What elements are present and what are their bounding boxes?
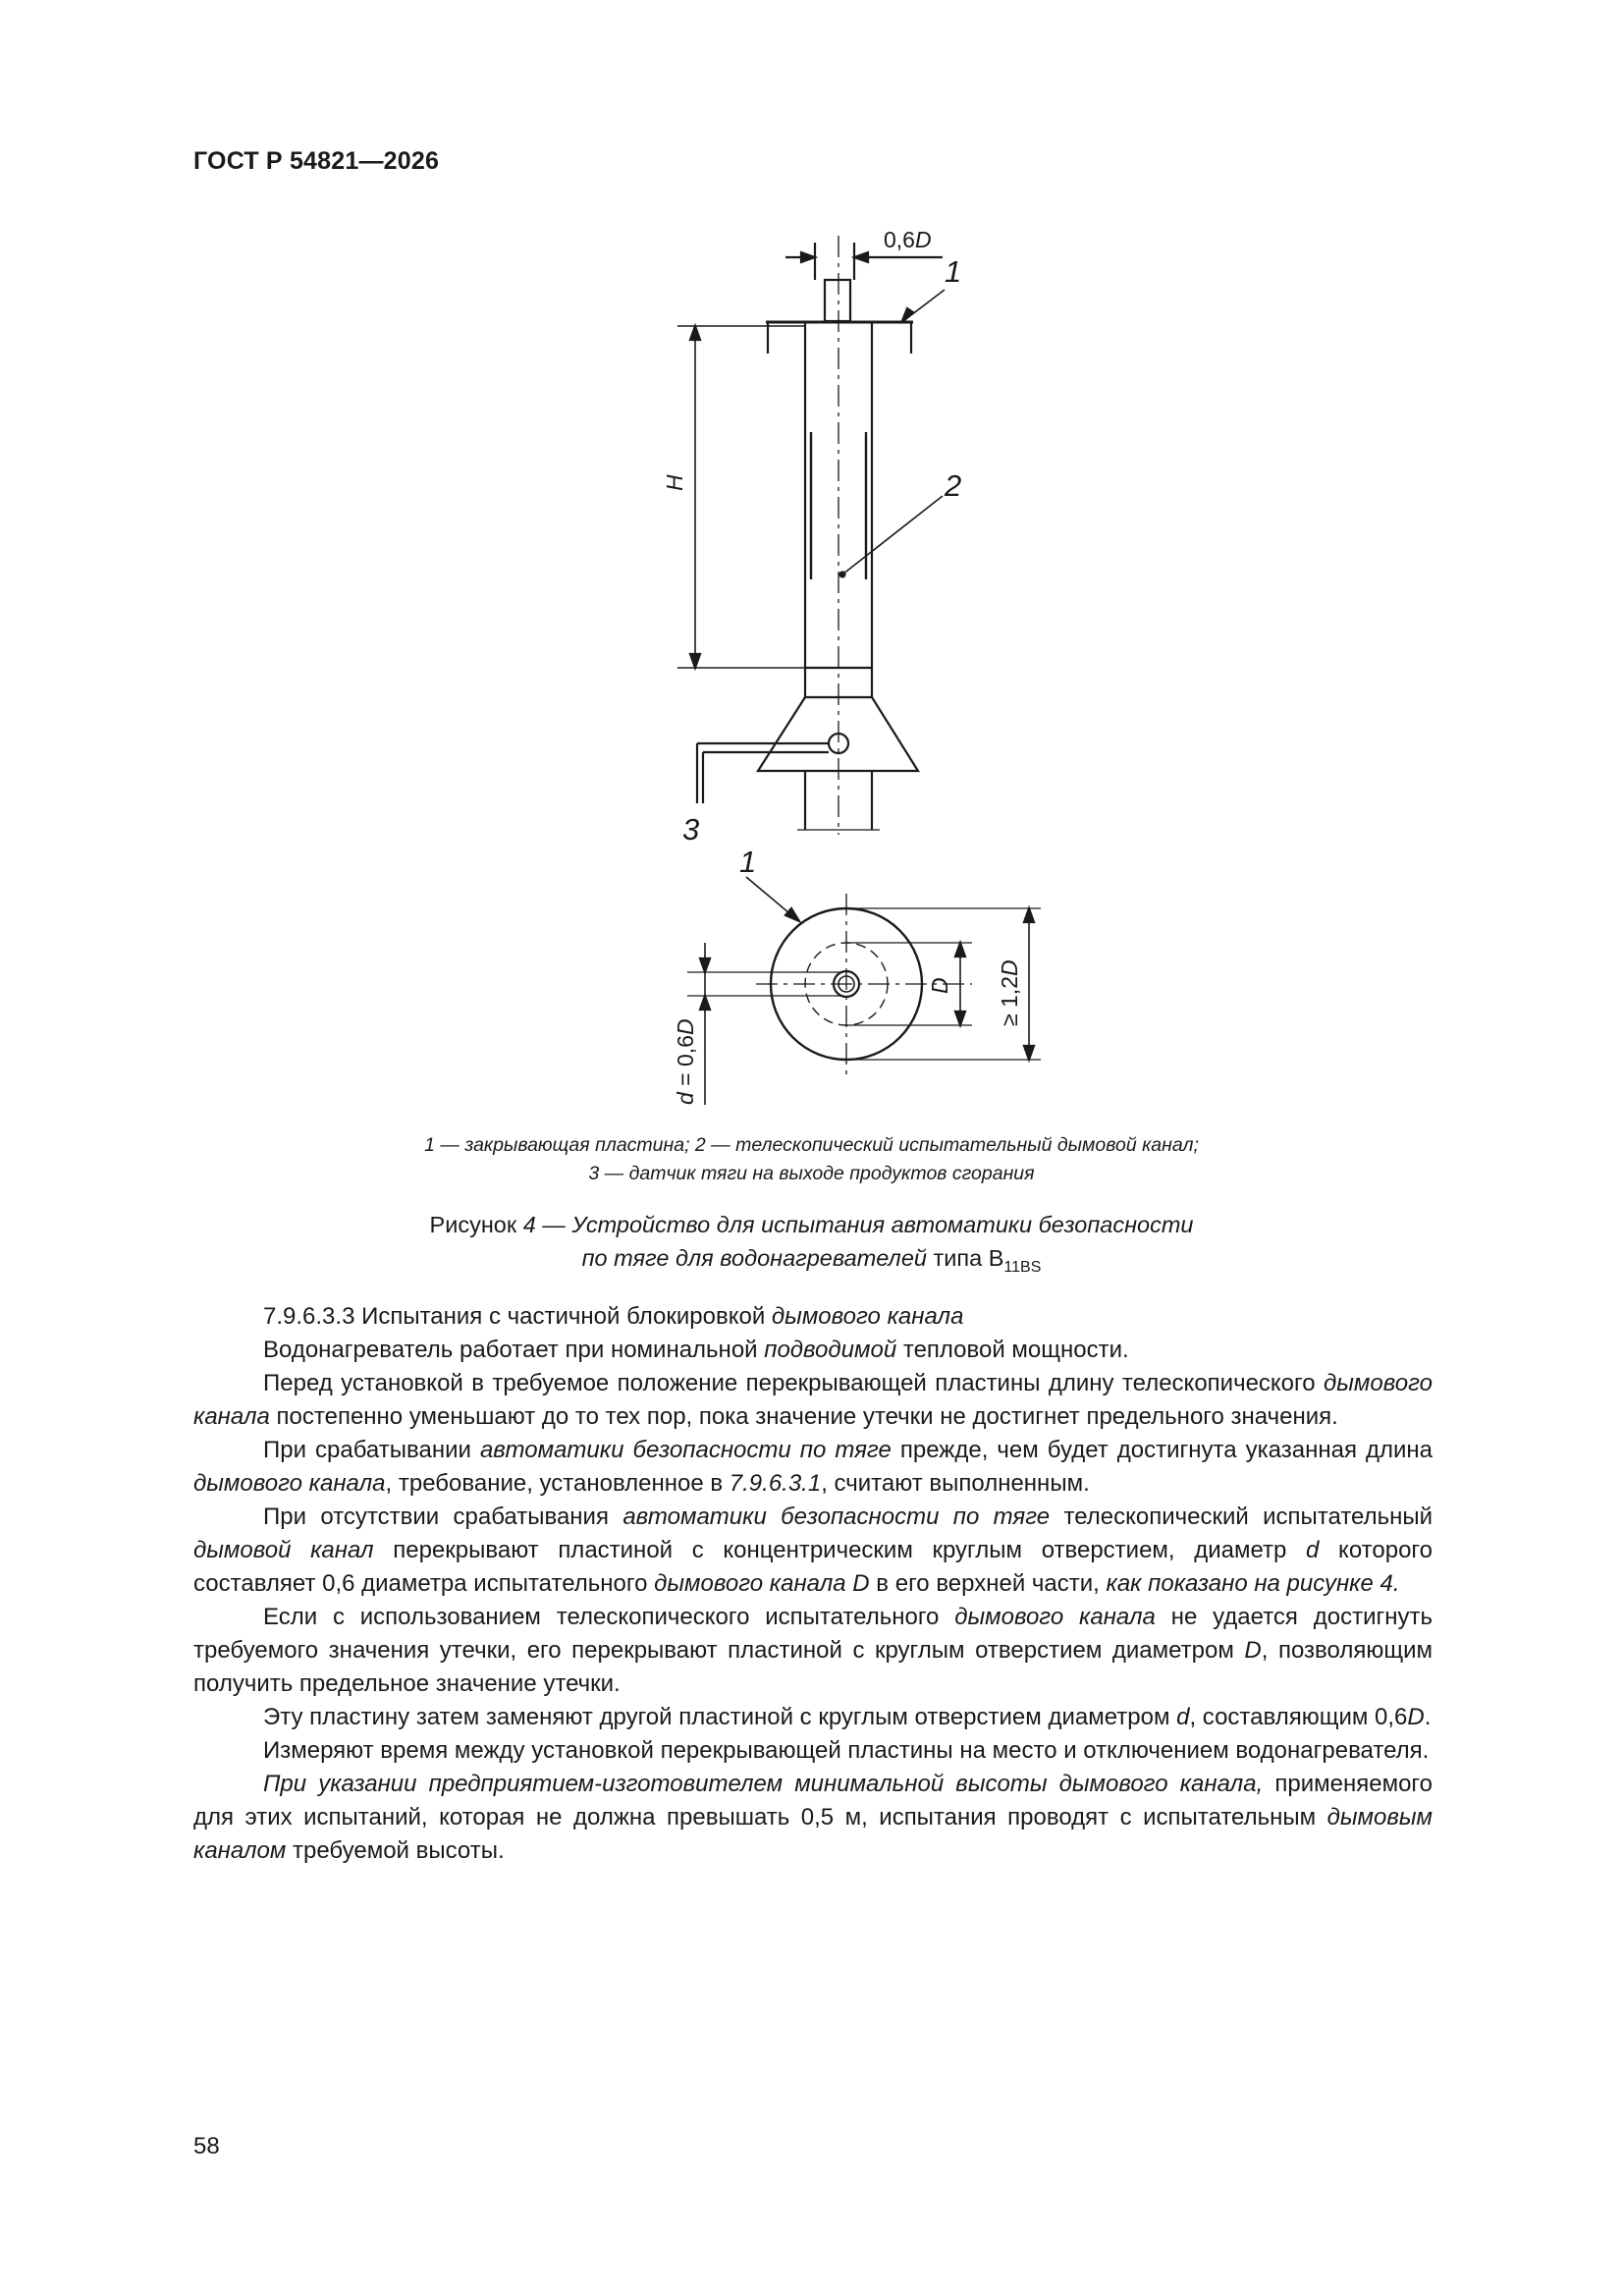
document-header: ГОСТ Р 54821—2026 — [193, 147, 440, 175]
figure-4-drawing — [0, 0, 1623, 1129]
paragraph: Эту пластину затем заменяют другой пластиной с круглым отверстием диаметром d, составляющим 0,6D. — [263, 1704, 1432, 1730]
paragraph: Если с использованием телескопического испытательного дымового канала не удается достигнуть требуемого значения утечки, его перекрывают пластиной с круглым отверстием диаметром D, позволяющим получить предельное значение утечки. — [193, 1604, 1433, 1697]
dim-D-label: D — [927, 977, 952, 994]
dim-d-label: d = 0,6D — [673, 1018, 698, 1105]
label-1-bottom: 1 — [739, 845, 757, 879]
label-3: 3 — [682, 812, 700, 847]
legend-line-2: 3 — датчик тяги на выходе продуктов сгорания — [588, 1163, 1035, 1184]
label-2: 2 — [945, 468, 962, 503]
paragraph: При указании предприятием-изготовителем минимальной высоты дымового канала, применяемого для этих испытаний, которая не должна превышать 0,5 м, испытания проводят с испытательным дымовым каналом требуемой высоты. — [193, 1771, 1433, 1864]
paragraph: Водонагреватель работает при номинальной подводимой тепловой мощности. — [263, 1337, 1129, 1363]
dim-H-label: H — [662, 474, 687, 491]
paragraph: Измеряют время между установкой перекрывающей пластины на место и отключением водонагревателя. — [263, 1737, 1430, 1764]
paragraph: При срабатывании автоматики безопасности по тяге прежде, чем будет достигнута указанная длина дымового канала, требование, установленное в 7.9.6.3.1, считают выполненным. — [193, 1437, 1434, 1497]
paragraph: При отсутствии срабатывания автоматики безопасности по тяге телескопический испытательный дымовой канал перекрывают пластиной с концентрическим круглым отверстием, диаметр d которого составляет 0,6 диаметра испытательного дымового канала D в его верхней части, как показано на рисунке 4. — [193, 1503, 1434, 1597]
dim-top-label: 0,6 — [884, 227, 915, 252]
paragraph: Перед установкой в требуемое положение перекрывающей пластины длину телескопического дымового канала постепенно уменьшают до то тех пор, пока значение утечки не достигнет предельного значения. — [193, 1370, 1433, 1430]
dim-12D-label: ≥ 1,2D — [997, 959, 1022, 1026]
figure-legend — [0, 1131, 1623, 1188]
section-heading: 7.9.6.3.3 Испытания с частичной блокировкой дымового канала — [263, 1303, 964, 1330]
page-number: 58 — [193, 2133, 220, 2159]
label-1-top: 1 — [945, 254, 962, 289]
svg-text:0,6D: 0,6D — [884, 227, 932, 252]
legend-line-1: 1 — закрывающая пластина; 2 — телескопический испытательный дымовой канал; — [424, 1134, 1199, 1156]
body-text — [193, 1300, 1433, 1868]
figure-caption: Рисунок 4 — Устройство для испытания автоматики безопасности по тяге для водонагревателей типа $В_{11BS}$ — [429, 1212, 1194, 1276]
